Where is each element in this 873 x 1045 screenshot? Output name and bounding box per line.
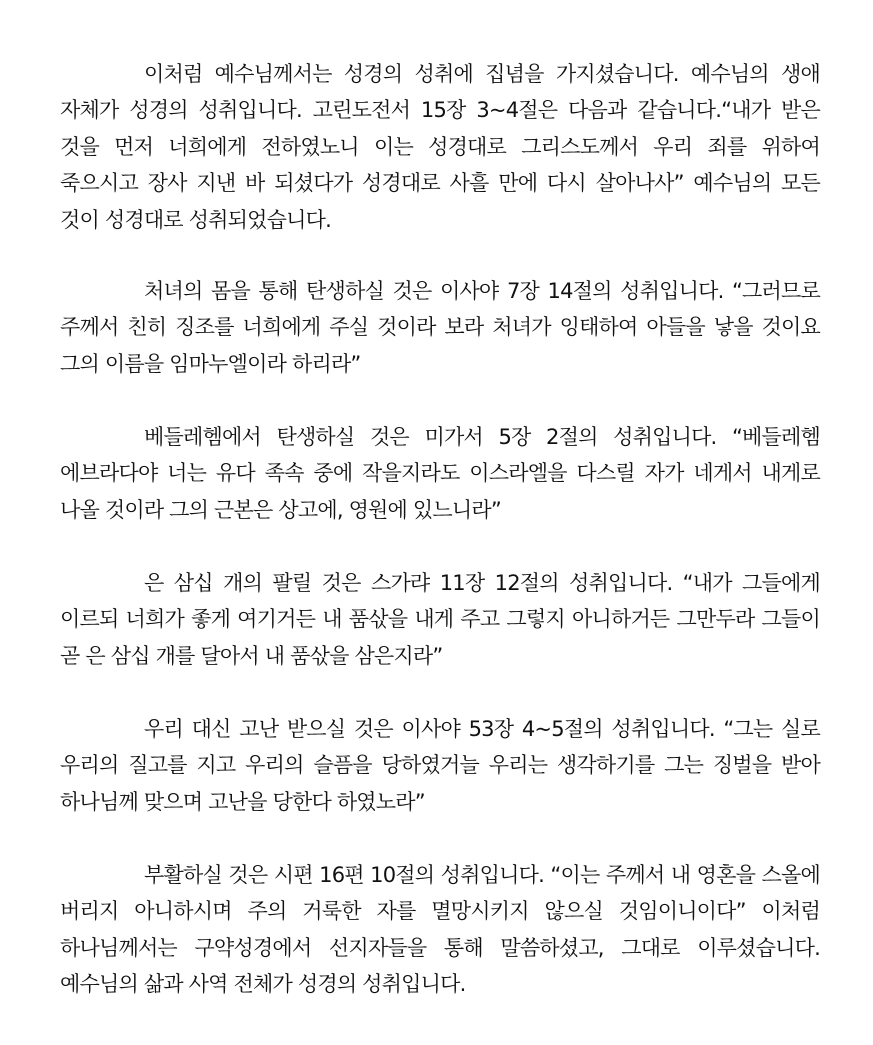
paragraph-suffering: 우리 대신 고난 받으실 것은 이사야 53장 4~5절의 성취입니다. “그는 실로 우리의 질고를 지고 우리의 슬픔을 당하였거늘 우리는 생각하기를 그는 징벌을 받아 하나님께 맞으며 고난을 당한다 하였노라”	[60, 717, 820, 814]
paragraph-scripture-fulfillment: 이처럼 예수님께서는 성경의 성취에 집념을 가지셨습니다. 예수님의 생애 자체가 성경의 성취입니다. 고린도전서 15장 3~4절은 다음과 같습니다.“내가 받은 것을 먼저 너희에게 전하였노니 이는 성경대로 그리스도께서 우리 죄를 위하여 죽으시고 장사 지낸 바 되셨다가 성경대로 사흘 만에 다시 살아나사” 예수님의 모든 것이 성경대로 성취되었습니다.	[60, 62, 820, 232]
paragraph-bethlehem-birth: 베들레헴에서 탄생하실 것은 미가서 5장 2절의 성취입니다. “베들레헴 에브라다야 너는 유다 족속 중에 작을지라도 이스라엘을 다스릴 자가 네게서 내게로 나올 것이라 그의 근본은 상고에, 영원에 있느니라”	[60, 425, 820, 522]
paragraph-virgin-birth: 처녀의 몸을 통해 탄생하실 것은 이사야 7장 14절의 성취입니다. “그러므로 주께서 친히 징조를 너희에게 주실 것이라 보라 처녀가 잉태하여 아들을 낳을 것이요 그의 이름을 임마누엘이라 하리라”	[60, 279, 820, 376]
paragraph-resurrection: 부활하실 것은 시편 16편 10절의 성취입니다. “이는 주께서 내 영혼을 스올에 버리지 아니하시며 주의 거룩한 자를 멸망시키지 않으실 것임이니이다” 이처럼 하나님께서는 구약성경에서 선지자들을 통해 말씀하셨고, 그대로 이루셨습니다. 예수님의 삶과 사역 전체가 성경의 성취입니다.	[60, 863, 820, 997]
paragraph-thirty-silver: 은 삼십 개의 팔릴 것은 스가랴 11장 12절의 성취입니다. “내가 그들에게 이르되 너희가 좋게 여기거든 내 품삯을 내게 주고 그렇지 아니하거든 그만두라 그들이 곧 은 삼십 개를 달아서 내 품삯을 삼은지라”	[60, 571, 820, 668]
